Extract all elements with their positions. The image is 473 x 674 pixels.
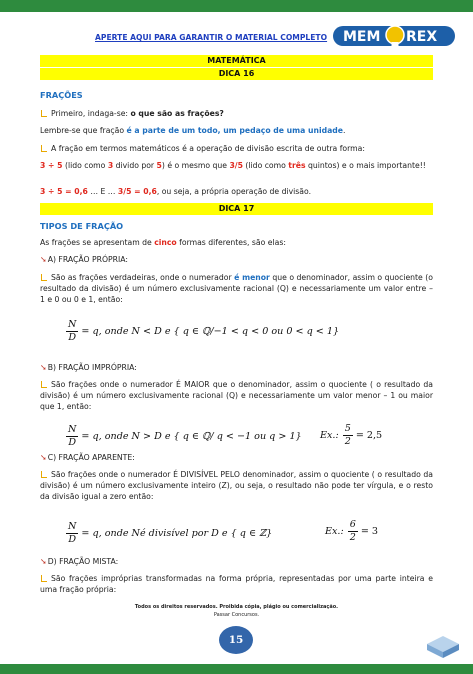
b-example: Ex.: $\frac{5}{2}$ = 2,5 <box>320 423 383 447</box>
bullet-icon <box>40 471 48 478</box>
arrow-icon: ➘ <box>40 557 47 566</box>
arrow-icon: ➘ <box>40 453 47 462</box>
fracoes-p5: 3 ÷ 5 = 0,6 … E … 3/5 = 0,6, ou seja, a própria operação de divisão. <box>40 187 312 196</box>
c-text: São frações onde o numerador É DIVISÍVEL PELO denominador, assim o quociente ( o resultado da divisão) é um número exclusivamente inteiro (Z), ou seja, o resultado não pode ter vírgula, e o resto da divisão igual a zero então: <box>40 470 433 501</box>
bullet-icon <box>40 575 48 582</box>
page-number: 15 <box>219 626 253 654</box>
fraction-n-over-d: $\frac{N}{D}$ <box>68 424 77 448</box>
get-material-link[interactable]: APERTE AQUI PARA GARANTIR O MATERIAL COMPLETO <box>95 33 328 42</box>
c-formula: $\frac{N}{D}$ = q, onde Né divisível por D e { q ∈ ℤ} <box>68 521 273 545</box>
a-formula: $\frac{N}{D}$ = q, onde N < D e { q ∈ ℚ/−1 < q < 0 ou 0 < q < 1} <box>68 319 340 343</box>
memorex-logo <box>333 21 455 51</box>
d-label: ➘D) FRAÇÃO MISTA: <box>40 557 119 566</box>
c-label: ➘C) FRAÇÃO APARENTE: <box>40 453 135 462</box>
bullet-icon <box>40 110 48 117</box>
tipos-title: TIPOS DE FRAÇÃO <box>40 221 124 231</box>
b-formula: $\frac{N}{D}$ = q, onde N > D e { q ∈ ℚ/ q < −1 ou q > 1} <box>68 424 302 448</box>
fracoes-p4: 3 ÷ 5 (lido como 3 divido por 5) é o mesmo que 3/5 (lido como três quintos) e o mais importante!! <box>40 161 426 170</box>
fracoes-p1: Primeiro, indaga-se: o que são as frações? <box>40 108 433 119</box>
bullet-icon <box>40 274 48 281</box>
fracoes-p3: A fração em termos matemáticos é a operação de divisão escrita de outra forma: <box>40 143 433 154</box>
d-text: São frações impróprias transformadas na forma própria, representadas por uma parte inteira e uma fração própria: <box>40 574 433 594</box>
rights-notice: Todos os direitos reservados. Proibida cópia, plágio ou comercialização. <box>134 604 339 610</box>
b-label: ➘B) FRAÇÃO IMPRÓPRIA: <box>40 363 137 372</box>
logo-text-2: REX <box>406 29 438 45</box>
fraction-n-over-d: $\frac{N}{D}$ <box>68 319 77 343</box>
fraction-n-over-d: $\frac{N}{D}$ <box>68 521 77 545</box>
top-green-bar <box>0 0 473 12</box>
cube-decoration-icon <box>421 630 465 660</box>
bullet-icon <box>40 145 48 152</box>
a-text: São as frações verdadeiras, onde o numerador é menor que o denominador, assim o quociente (o resultado da divisão) é um número exclusivamente racional (Q) e necessariamente um valor entre – 1 e 0 ou 0 e 1, então: <box>40 273 433 304</box>
arrow-icon: ➘ <box>40 255 47 264</box>
bullet-icon <box>40 381 48 388</box>
subject-bar: MATEMÁTICA <box>40 55 433 67</box>
content-area <box>40 55 433 80</box>
logo-text-1: MEM <box>343 29 381 45</box>
fracoes-p2: Lembre-se que fração é a parte de um todo, um pedaço de uma unidade. <box>40 126 346 135</box>
tip-17-bar: DICA 17 <box>40 203 433 215</box>
a-label: ➘A) FRAÇÃO PRÓPRIA: <box>40 255 128 264</box>
b-text: São frações onde o numerador É MAIOR que o denominador, assim o quociente ( o resultado da divisão) é um número exclusivamente racional (Q) e necessariamente um valor menor – 1 ou maior que 1, então: <box>40 380 433 411</box>
c-example: Ex.: $\frac{6}{2}$ = 3 <box>325 519 379 543</box>
tip-16-bar: DICA 16 <box>40 67 433 80</box>
bottom-green-bar <box>0 664 473 674</box>
brand-notice: Passar Concursos. <box>213 612 260 618</box>
fracoes-title: FRAÇÕES <box>40 90 83 100</box>
tipos-intro: As frações se apresentam de cinco formas diferentes, são elas: <box>40 238 286 247</box>
arrow-icon: ➘ <box>40 363 47 372</box>
